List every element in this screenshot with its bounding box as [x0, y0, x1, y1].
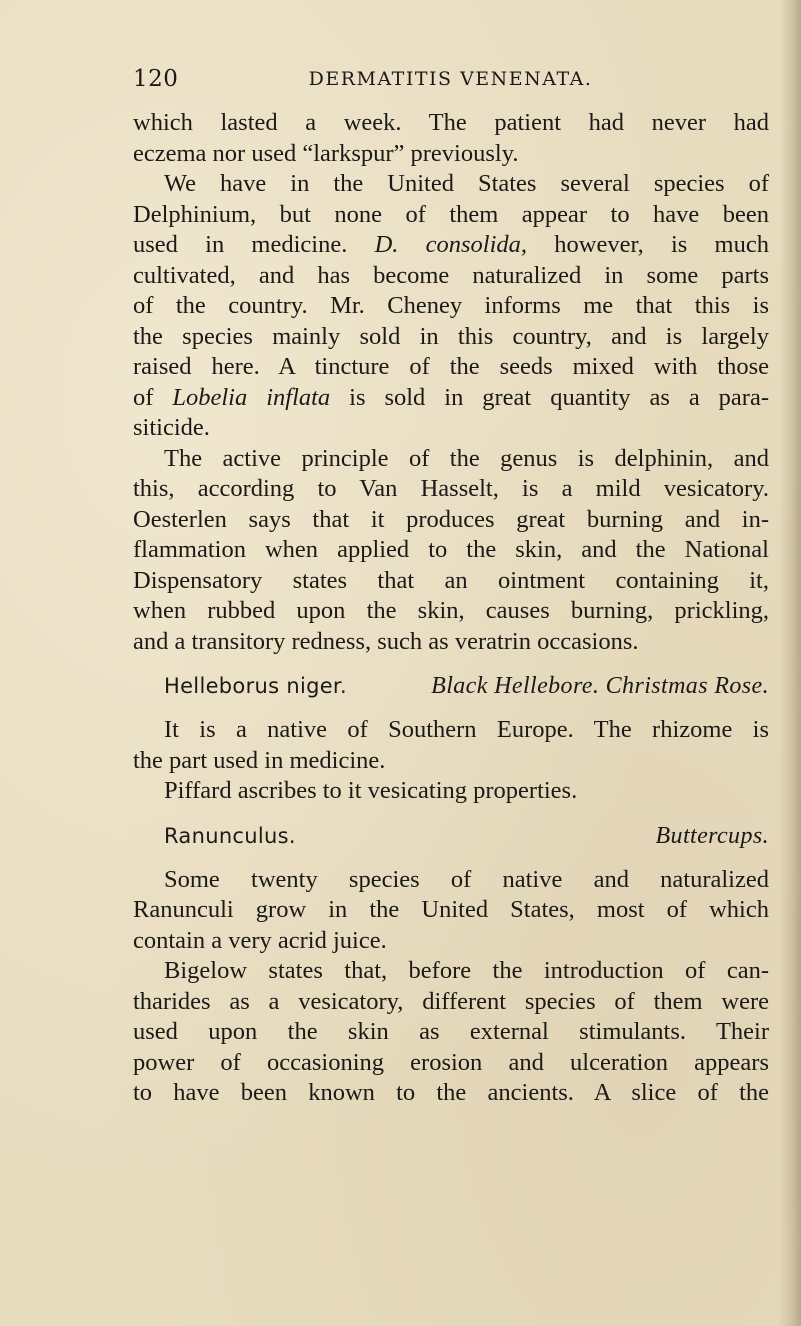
text-line: cultivated, and has become naturalized in some parts: [133, 261, 769, 289]
text-line: contain a very acrid juice.: [133, 926, 387, 954]
section-heading-ranunculus: [133, 821, 769, 855]
text-line: raised here. A tincture of the seeds mixed with those: [133, 353, 769, 380]
text-line: Delphinium, but none of them appear to have been: [133, 200, 769, 228]
section-gap: [133, 705, 769, 715]
text-line: eczema nor used “larkspur” previously.: [133, 139, 519, 167]
running-title: DERMATITIS VENENATA.: [308, 68, 593, 90]
text-line: flammation when applied to the skin, and the National: [133, 536, 769, 563]
text-run: of: [133, 383, 173, 411]
text-line: Bigelow states that, before the introduction of can-: [164, 957, 769, 984]
latin-name: Ranunculus.: [164, 823, 296, 848]
text-line: The active principle of the genus is delphinin, and: [164, 444, 769, 472]
text-line: this, according to Van Hasselt, is a mild vesicatory.: [133, 475, 769, 502]
page-number: 120: [133, 66, 179, 92]
text-line: tharides as a vesicatory, different species of them were: [133, 987, 769, 1015]
text-line: the species mainly sold in this country, and is largely: [133, 322, 769, 350]
text-run: however, is much: [527, 231, 769, 258]
page-header: [133, 66, 768, 96]
text-line: when rubbed upon the skin, causes burning, prickling,: [133, 597, 769, 624]
text-line: Some twenty species of native and naturalized: [164, 865, 769, 893]
text-line: Piffard ascribes to it vesicating properties.: [164, 777, 578, 804]
section-gap: [133, 807, 769, 821]
text-run: used in medicine.: [133, 231, 375, 258]
text-line: We have in the United States several species of: [164, 170, 769, 197]
latin-name: Helleborus niger.: [164, 674, 347, 698]
text-line: It is a native of Southern Europe. The rhizome is: [164, 716, 769, 743]
text-line: [133, 230, 769, 261]
text-line: and a transitory redness, such as veratrin occasions.: [133, 627, 639, 655]
text-line: Ranunculi grow in the United States, most of which: [133, 896, 769, 923]
section-gap: [133, 657, 769, 671]
section-heading-helleborus: [133, 671, 769, 705]
common-name: Black Hellebore. Christmas Rose.: [431, 673, 769, 699]
text-line: used upon the skin as external stimulants. Their: [133, 1018, 769, 1045]
text-line: Dispensatory states that an ointment containing it,: [133, 566, 769, 594]
text-line: power of occasioning erosion and ulceration appears: [133, 1048, 769, 1076]
section-gap: [133, 855, 769, 865]
text-line: [133, 383, 769, 414]
text-line: the part used in medicine.: [133, 746, 386, 774]
text-line: which lasted a week. The patient had never had: [133, 109, 769, 136]
body-text: [133, 108, 769, 1109]
species-name-italic: Lobelia inflata: [172, 383, 331, 411]
text-line: of the country. Mr. Cheney informs me that this is: [133, 292, 769, 319]
text-line: siticide.: [133, 414, 210, 441]
common-name: Buttercups.: [655, 822, 769, 849]
text-line: Oesterlen says that it produces great burning and in-: [133, 505, 769, 533]
text-line: to have been known to the ancients. A slice of the: [133, 1079, 769, 1106]
species-name-italic: D. consolida,: [374, 231, 528, 258]
text-run: is sold in great quantity as a para-: [330, 383, 769, 411]
